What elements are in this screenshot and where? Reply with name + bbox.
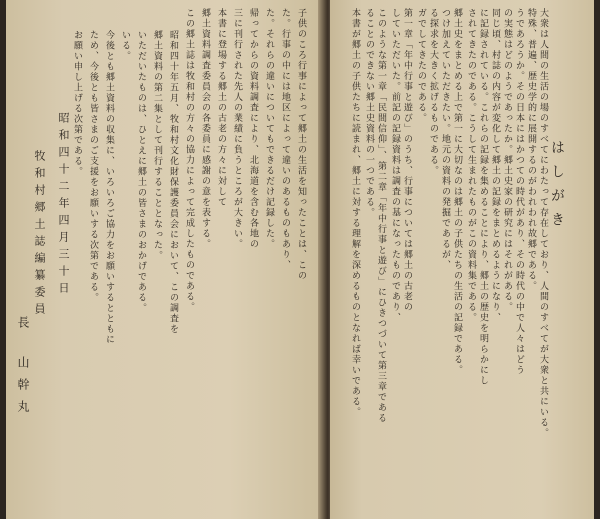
- left-page-line: いただいたものは、ひとえに郷土の皆さまのおかげである。: [136, 30, 146, 314]
- right-page: [330, 0, 594, 519]
- signature-name: 山幹丸: [16, 356, 30, 422]
- date: 昭和四十二年四月三十日: [57, 112, 70, 299]
- left-page-line: 子供のころ行事によって郷土の生活を知ったことは、この: [296, 8, 306, 281]
- right-page-line: ガでしてきたのである。: [416, 8, 426, 124]
- right-page-line: 特殊、普遍、歴史学的に展開するのがわれわれ故郷である。: [526, 8, 536, 292]
- right-page-line: されてきたのである。こうして生まれたものがこの資料集である。: [466, 8, 476, 323]
- right-page-line: る探求を大きく拡げるものである。: [428, 8, 438, 176]
- right-page-line: 本書が郷土の子供たちに読まれ、郷土に対する理解を深めるものとなれば幸いである。: [350, 8, 360, 418]
- right-page-line: していただいた。前記の記録資料は調査の基になったものであり、: [390, 8, 400, 323]
- left-page-line: お願い申し上げる次第である。: [72, 30, 82, 177]
- left-page-line: 三に刊行された先人の業績に負うところが大きい。: [232, 8, 242, 250]
- left-page-line: この郷土誌は牧和村の方々の協力によって完成したものである。: [184, 8, 194, 313]
- right-page-line: うであろうか。その日本にはかつての時代があり、その時代の中で人々はどう: [514, 8, 524, 376]
- right-page-line: 同じ頃、村誌の内容が変化して郷土の記録をまとめるようになり、: [490, 8, 500, 323]
- right-page-line: このような第一章「民間信仰」、第二章「年中行事と遊び」にひきつづいて第三章である: [376, 8, 386, 424]
- left-page-line: いる。: [120, 30, 130, 62]
- right-page-line: ることのできない郷土史資料の一つである。: [364, 8, 374, 218]
- left-page-line: 帰ってからの資料調査により、北海道を含む各地の: [248, 8, 258, 250]
- left-page-line: 今後とも郷土資料の収集に、いろいろご協力をお願いするとともに: [104, 30, 114, 345]
- right-page-line: つけ加えていただきたい。地元の資料の発掘であるが、: [440, 8, 450, 271]
- right-page-line: 第一章「年中行事と遊び」のうち、行事については郷土の古老の: [402, 8, 412, 313]
- right-page-line: 郷土史をまとめる上で第一に大切なのは郷土の子供たちの生活の記録である。: [452, 8, 462, 376]
- left-page-line: た。行事の中には地区によって違いのあるものもあり、: [280, 8, 290, 271]
- right-page-line: の実態はどのようであったか。郷土史家の研究にはそれがある。: [502, 8, 512, 313]
- left-page-line: 郷土資料調査委員会の各委員に感謝の意を表する。: [200, 8, 210, 250]
- signature-org: 牧和村郷土誌編纂委員: [33, 150, 46, 320]
- signature-title: 長: [16, 316, 30, 338]
- left-page-line: ため、今後とも皆さまのご支援をお願いする次第である。: [88, 30, 98, 303]
- left-page-line: 郷土資料の第二集として刊行することとなった。: [152, 30, 162, 261]
- left-page-line: た。それらの違いについてもできるだけ記録した。: [264, 8, 274, 250]
- left-page-line: 本書に登場する郷土の古老の方々に対して: [216, 8, 226, 208]
- left-page-line: 昭和四十年五月、牧和村文化財保護委員会において、この調査を: [168, 30, 178, 335]
- page-title: はしがき: [549, 140, 565, 236]
- left-page: [6, 0, 324, 519]
- right-page-line: に記録されている。これらの記録を集めることにより、郷土の歴史を明らかにし: [478, 8, 488, 386]
- right-page-line: 大衆は人間の生活の場のすべてにわたって存在しており、人間のすべてが大衆と共にいる。: [538, 8, 548, 439]
